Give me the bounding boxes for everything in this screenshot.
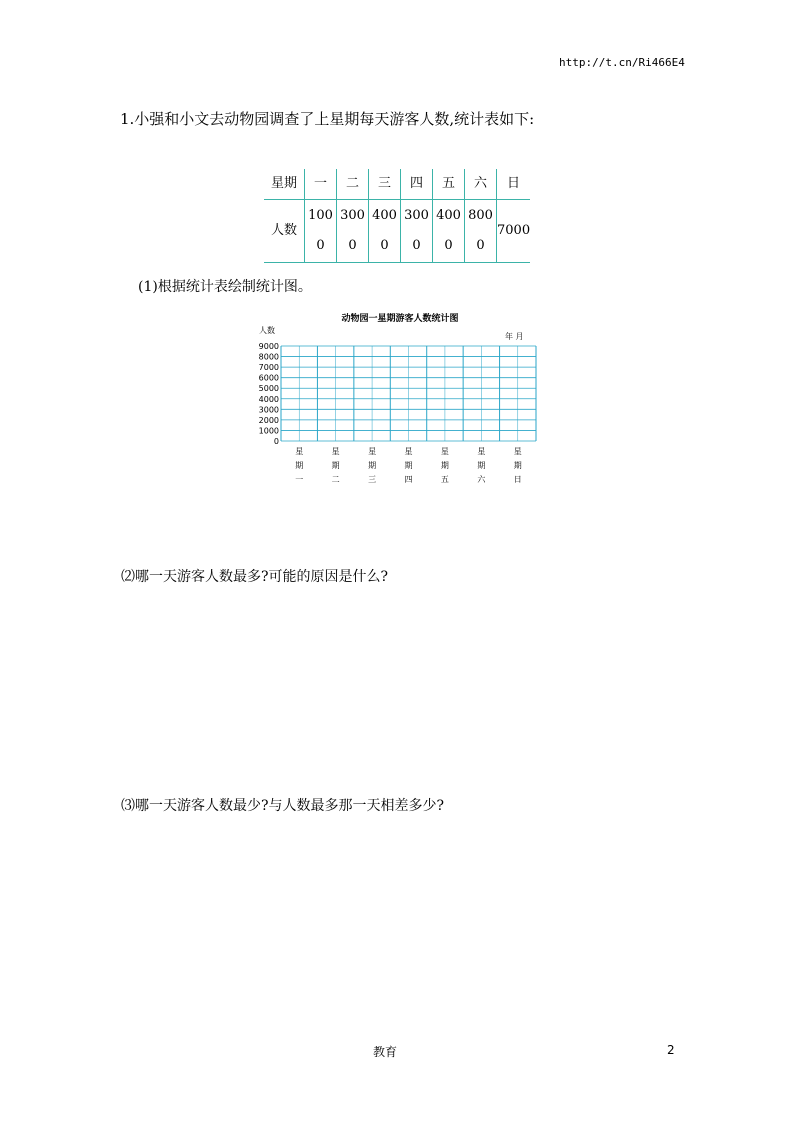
header-url: http://t.cn/Ri466E4 xyxy=(559,56,685,69)
x-tick-label: 星 xyxy=(331,447,340,456)
day-cell: 六 xyxy=(465,169,497,200)
x-tick-label: 六 xyxy=(477,475,486,484)
y-tick-label: 7000 xyxy=(258,363,279,373)
y-tick-label: 1000 xyxy=(258,426,279,436)
x-tick-label: 星 xyxy=(295,447,304,456)
count-cell: 4000 xyxy=(372,208,397,253)
x-tick-label: 一 xyxy=(295,475,304,484)
footer-text: 教育 xyxy=(373,1045,398,1059)
y-tick-label: 8000 xyxy=(258,352,279,362)
x-tick-label: 期 xyxy=(513,461,522,470)
x-tick-label: 星 xyxy=(513,447,522,456)
subquestion-1: (1)根据统计表绘制统计图。 xyxy=(138,279,312,295)
row-label-counts: 人数 xyxy=(264,200,305,263)
table-row-counts xyxy=(264,200,530,263)
x-tick-label: 期 xyxy=(368,461,377,470)
chart-grid xyxy=(281,346,536,441)
day-cell: 一 xyxy=(305,169,337,200)
visitor-chart xyxy=(240,306,550,490)
chart-ylabel: 人数 xyxy=(259,326,275,335)
day-cell: 日 xyxy=(497,169,531,200)
y-tick-label: 4000 xyxy=(258,394,279,404)
count-cell: 3000 xyxy=(340,208,365,253)
x-tick-label: 四 xyxy=(404,475,413,484)
chart-x-ticks xyxy=(295,447,522,484)
visitor-table xyxy=(264,169,530,263)
x-tick-label: 期 xyxy=(331,461,340,470)
x-tick-label: 星 xyxy=(404,447,413,456)
count-cell: 1000 xyxy=(308,208,333,253)
chart-date-label: 年 月 xyxy=(505,332,524,341)
table-row-days xyxy=(264,169,530,200)
x-tick-label: 星 xyxy=(440,447,449,456)
y-tick-label: 2000 xyxy=(258,415,279,425)
day-cell: 三 xyxy=(369,169,401,200)
count-cell: 8000 xyxy=(468,208,493,253)
x-tick-label: 五 xyxy=(440,475,449,484)
x-tick-label: 期 xyxy=(404,461,413,470)
x-tick-label: 期 xyxy=(295,461,304,470)
x-tick-label: 星 xyxy=(477,447,486,456)
x-tick-label: 日 xyxy=(513,475,522,484)
subquestion-3: ⑶哪一天游客人数最少?与人数最多那一天相差多少? xyxy=(121,798,445,814)
count-cell: 7000 xyxy=(497,200,531,263)
day-cell: 四 xyxy=(401,169,433,200)
subquestion-2: ⑵哪一天游客人数最多?可能的原因是什么? xyxy=(121,569,389,585)
page-number: 2 xyxy=(667,1043,675,1057)
day-cell: 五 xyxy=(433,169,465,200)
x-tick-label: 二 xyxy=(331,475,340,484)
x-tick-label: 星 xyxy=(368,447,377,456)
y-tick-label: 3000 xyxy=(258,405,279,415)
chart-title: 动物园一星期游客人数统计图 xyxy=(341,314,459,324)
row-label-days: 星期 xyxy=(264,169,305,200)
y-tick-label: 6000 xyxy=(258,373,279,383)
day-cell: 二 xyxy=(337,169,369,200)
y-tick-label: 5000 xyxy=(258,384,279,394)
x-tick-label: 期 xyxy=(477,461,486,470)
y-tick-label: 9000 xyxy=(258,342,279,351)
x-tick-label: 三 xyxy=(368,475,377,484)
y-tick-label: 0 xyxy=(273,437,279,446)
x-tick-label: 期 xyxy=(440,461,449,470)
question-title: 1.小强和小文去动物园调查了上星期每天游客人数,统计表如下: xyxy=(120,110,535,128)
count-cell: 3000 xyxy=(404,208,429,253)
chart-y-ticks xyxy=(259,342,279,446)
count-cell: 4000 xyxy=(436,208,461,253)
